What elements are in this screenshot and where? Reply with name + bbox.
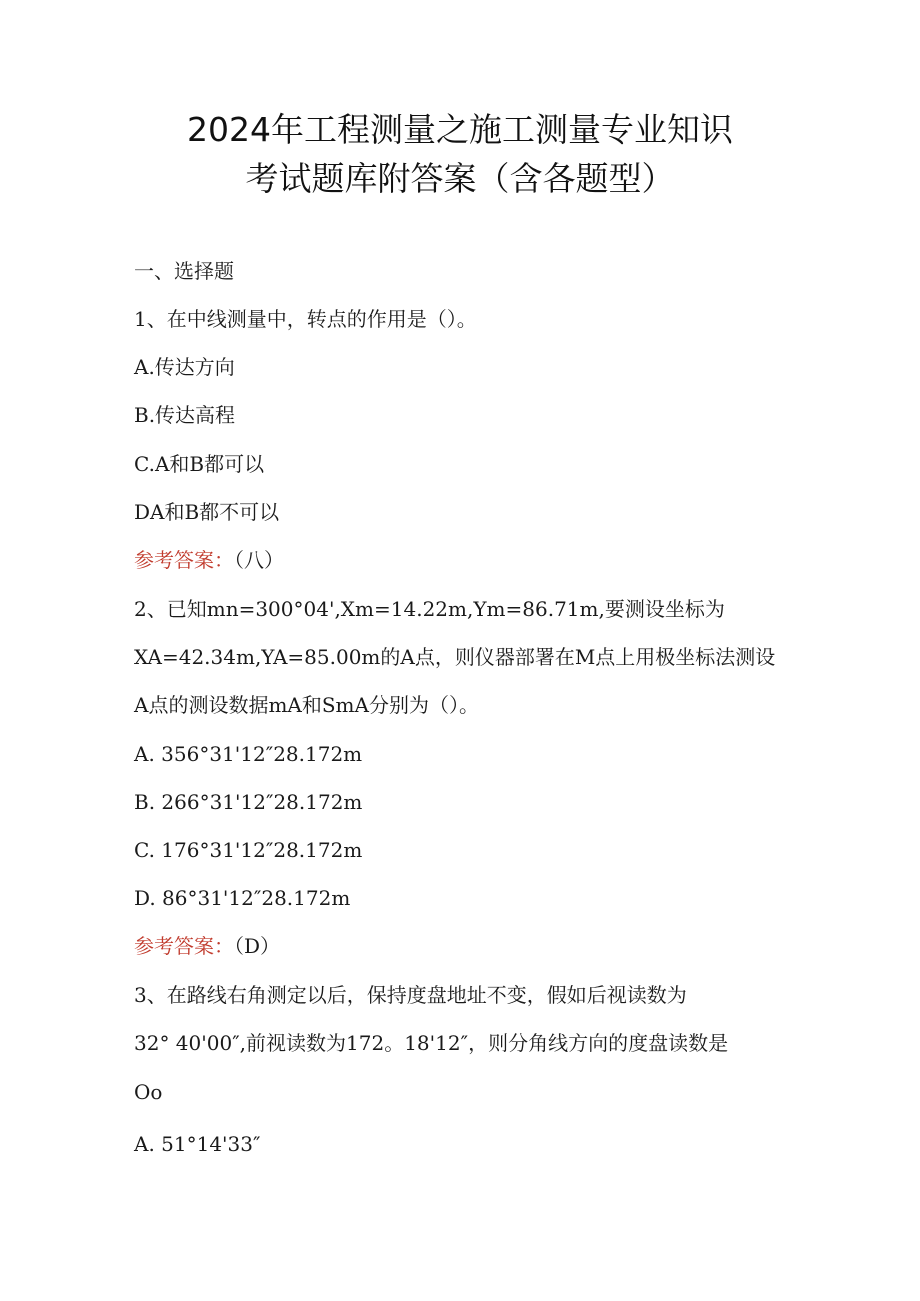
question-1-option-a: A.传达方向 (134, 355, 235, 379)
question-3-stem-line-1: 3、在路线右角测定以后，保持度盘地址不变，假如后视读数为 (134, 983, 687, 1007)
question-2-option-a: A. 356°31'12″28.172m (134, 742, 363, 766)
question-2-stem-line-2: XA=42.34m,YA=85.00m的A点，则仪器部署在M点上用极坐标法测设 (134, 645, 776, 669)
question-1-stem: 1、在中线测量中，转点的作用是（）。 (134, 307, 477, 331)
answer-value: （八） (234, 548, 284, 572)
answer-label: 参考答案： (134, 934, 234, 958)
question-2-option-c: C. 176°31'12″28.172m (134, 838, 363, 862)
question-3-option-a: A. 51°14'33″ (134, 1132, 261, 1156)
question-2-option-b: B. 266°31'12″28.172m (134, 790, 363, 814)
question-1-option-b: B.传达高程 (134, 403, 236, 427)
document-title-line-2: 考试题库附答案（含各题型） (245, 159, 675, 198)
question-3-stem-line-3: Oo (134, 1080, 163, 1104)
document-title-line-1: 2024年工程测量之施工测量专业知识 (187, 110, 733, 149)
question-2-stem-line-3: A点的测设数据mA和SmA分别为（）。 (134, 693, 479, 717)
question-1-option-d: DA和B都不可以 (134, 500, 280, 524)
question-3-stem-line-2: 32° 40'00″,前视读数为172。18'12″，则分角线方向的度盘读数是 (134, 1031, 729, 1055)
answer-value: （D） (234, 934, 281, 958)
answer-label: 参考答案： (134, 548, 234, 572)
question-2-answer (134, 933, 280, 959)
question-2-option-d: D. 86°31'12″28.172m (134, 886, 351, 910)
question-1-answer (134, 547, 284, 573)
section-heading: 一、选择题 (134, 259, 234, 283)
question-2-stem-line-1: 2、已知mn=300°04',Xm=14.22m,Ym=86.71m,要测设坐标为 (134, 597, 725, 621)
question-1-option-c: C.A和B都可以 (134, 452, 265, 476)
